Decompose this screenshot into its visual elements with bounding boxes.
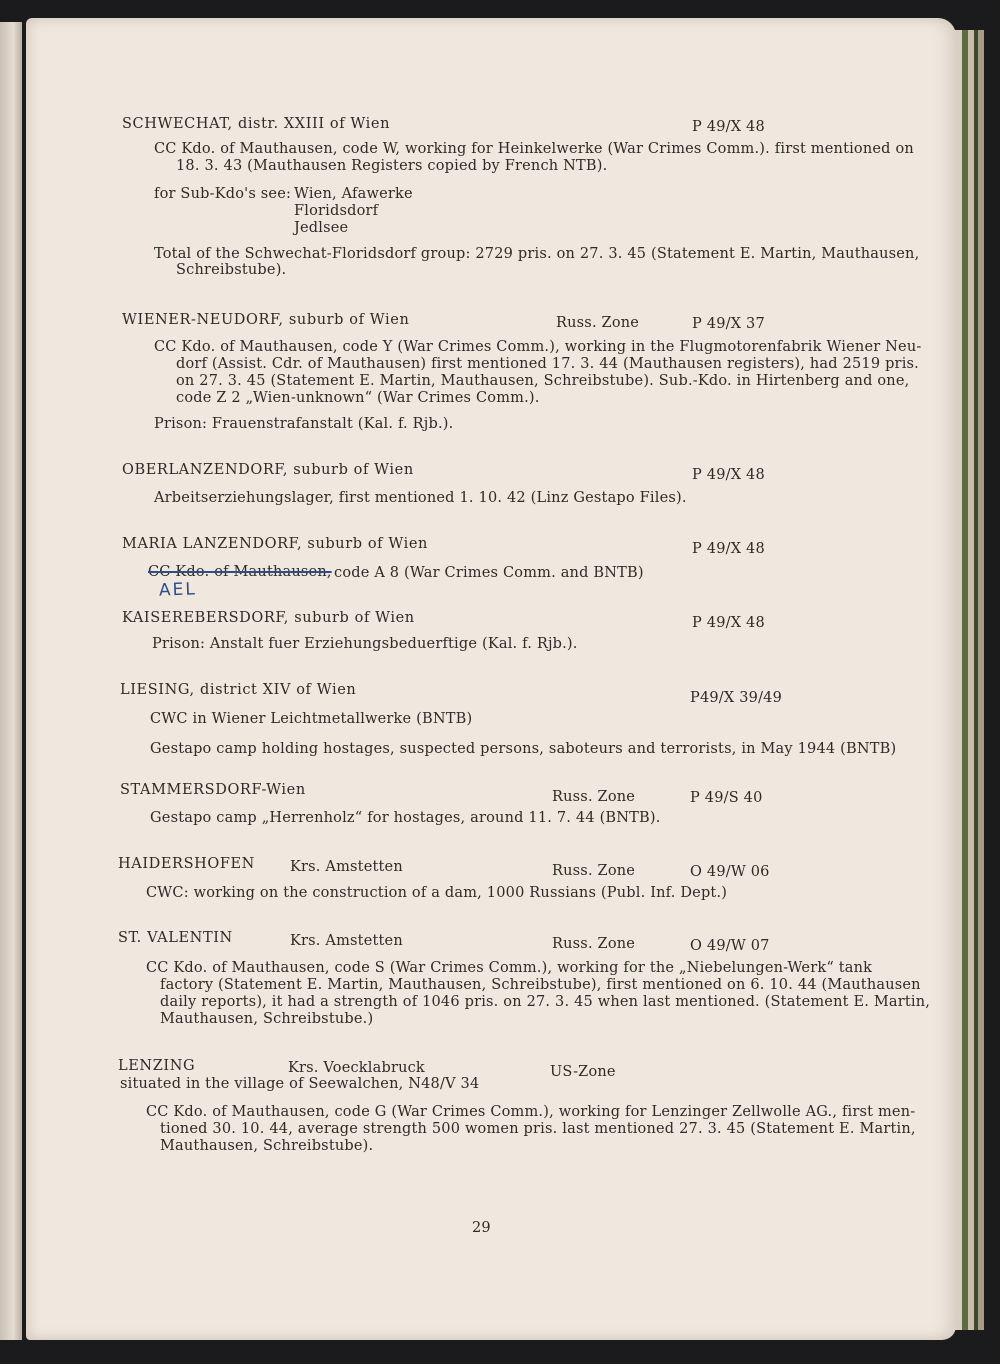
map-reference: P 49/X 48 [692, 467, 765, 483]
zone-label: US-Zone [550, 1064, 616, 1080]
kreis-label: Krs. Amstetten [290, 933, 403, 949]
entry-description: CC Kdo. of Mauthausen, code S (War Crimes Comm.), working for the „Niebelungen-Werk“ tank [146, 960, 873, 976]
page-stack-edge [978, 30, 984, 1330]
entry-description: on 27. 3. 45 (Statement E. Martin, Mauthausen, Schreibstube). Sub.-Kdo. in Hirtenberg and one, [176, 373, 910, 389]
map-reference: P 49/X 37 [692, 316, 765, 332]
struck-text: CC Kdo. of Mauthausen, [148, 564, 332, 580]
entry-place: WIENER-NEUDORF, suburb of Wien [122, 312, 410, 328]
entry-description: Arbeitserziehungslager, first mentioned 1. 10. 42 (Linz Gestapo Files). [154, 490, 687, 506]
entry-place: LIESING, district XIV of Wien [120, 682, 357, 698]
map-reference: P 49/X 48 [692, 119, 765, 135]
entry-place: LENZING [118, 1058, 196, 1074]
entry-prison: Prison: Frauenstrafanstalt (Kal. f. Rjb.). [154, 416, 454, 432]
sub-kdo-label: for Sub-Kdo's see: [154, 186, 292, 202]
entry-place: STAMMERSDORF-Wien [120, 782, 306, 798]
entry-description: dorf (Assist. Cdr. of Mauthausen) first mentioned 17. 3. 44 (Mauthausen registers), had 2519 pris. [176, 356, 919, 372]
sub-kdo-item: Floridsdorf [294, 203, 379, 219]
handwritten-annotation: AEL [158, 579, 198, 601]
entry-description: code A 8 (War Crimes Comm. and BNTB) [334, 565, 644, 581]
entry-description: Mauthausen, Schreibstube). [160, 1138, 374, 1154]
sub-kdo-item: Jedlsee [294, 220, 349, 236]
entry-description: Gestapo camp „Herrenholz“ for hostages, around 11. 7. 44 (BNTB). [150, 810, 661, 826]
map-reference: O 49/W 06 [690, 864, 770, 880]
entry-description: CC Kdo. of Mauthausen, code Y (War Crimes Comm.), working in the Flugmotorenfabrik Wiener Neu- [154, 339, 922, 355]
zone-label: Russ. Zone [552, 936, 636, 952]
entry-description: factory (Statement E. Martin, Mauthausen, Schreibstube), first mentioned on 6. 10. 44 (Mauthausen [160, 977, 921, 993]
previous-page-edge [0, 22, 22, 1340]
entry-description: 18. 3. 43 (Mauthausen Registers copied by French NTB). [176, 158, 608, 174]
entry-description: daily reports), it had a strength of 1046 pris. on 27. 3. 45 when last mentioned. (Statement E. Martin, [160, 994, 931, 1010]
document-page [26, 18, 956, 1340]
kreis-label: Krs. Voecklabruck [288, 1060, 425, 1076]
map-reference: P 49/X 48 [692, 541, 765, 557]
entry-description: Gestapo camp holding hostages, suspected persons, saboteurs and terrorists, in May 1944 (BNTB) [150, 741, 897, 757]
entry-place: MARIA LANZENDORF, suburb of Wien [122, 536, 428, 552]
sub-kdo-item: Wien, Afawerke [294, 186, 413, 202]
entry-description: tioned 30. 10. 44, average strength 500 women pris. last mentioned 27. 3. 45 (Statement E. Martin, [160, 1121, 916, 1137]
map-reference: P 49/X 48 [692, 615, 765, 631]
entry-place: OBERLANZENDORF, suburb of Wien [122, 462, 414, 478]
entry-total: Schreibstube). [176, 262, 287, 278]
entry-place: ST. VALENTIN [118, 930, 233, 946]
entry-place: KAISEREBERSDORF, suburb of Wien [122, 610, 415, 626]
map-reference: P 49/S 40 [690, 790, 763, 806]
map-reference: P49/X 39/49 [690, 690, 783, 706]
entry-place: HAIDERSHOFEN [118, 856, 255, 872]
entry-description: Prison: Anstalt fuer Erziehungsbeduerftige (Kal. f. Rjb.). [152, 636, 578, 652]
zone-label: Russ. Zone [552, 863, 636, 879]
kreis-label: Krs. Amstetten [290, 859, 403, 875]
entry-total: Total of the Schwechat-Floridsdorf group: 2729 pris. on 27. 3. 45 (Statement E. Martin, Mauthausen, [154, 246, 920, 262]
entry-description: CWC: working on the construction of a dam, 1000 Russians (Publ. Inf. Dept.) [146, 885, 728, 901]
entry-description: code Z 2 „Wien-unknown“ (War Crimes Comm.). [176, 390, 540, 406]
entry-description: CWC in Wiener Leichtmetallwerke (BNTB) [150, 711, 473, 727]
entry-description: CC Kdo. of Mauthausen, code G (War Crimes Comm.), working for Lenzinger Zellwolle AG., first men- [146, 1104, 916, 1120]
map-reference: O 49/W 07 [690, 938, 770, 954]
entry-description: CC Kdo. of Mauthausen, code W, working for Heinkelwerke (War Crimes Comm.). first mentioned on [154, 141, 914, 157]
entry-description: Mauthausen, Schreibstube.) [160, 1011, 374, 1027]
page-number: 29 [472, 1220, 491, 1236]
entry-place: SCHWECHAT, distr. XXIII of Wien [122, 116, 391, 132]
entry-location: situated in the village of Seewalchen, N48/V 34 [120, 1076, 480, 1092]
zone-label: Russ. Zone [552, 789, 636, 805]
zone-label: Russ. Zone [556, 315, 640, 331]
